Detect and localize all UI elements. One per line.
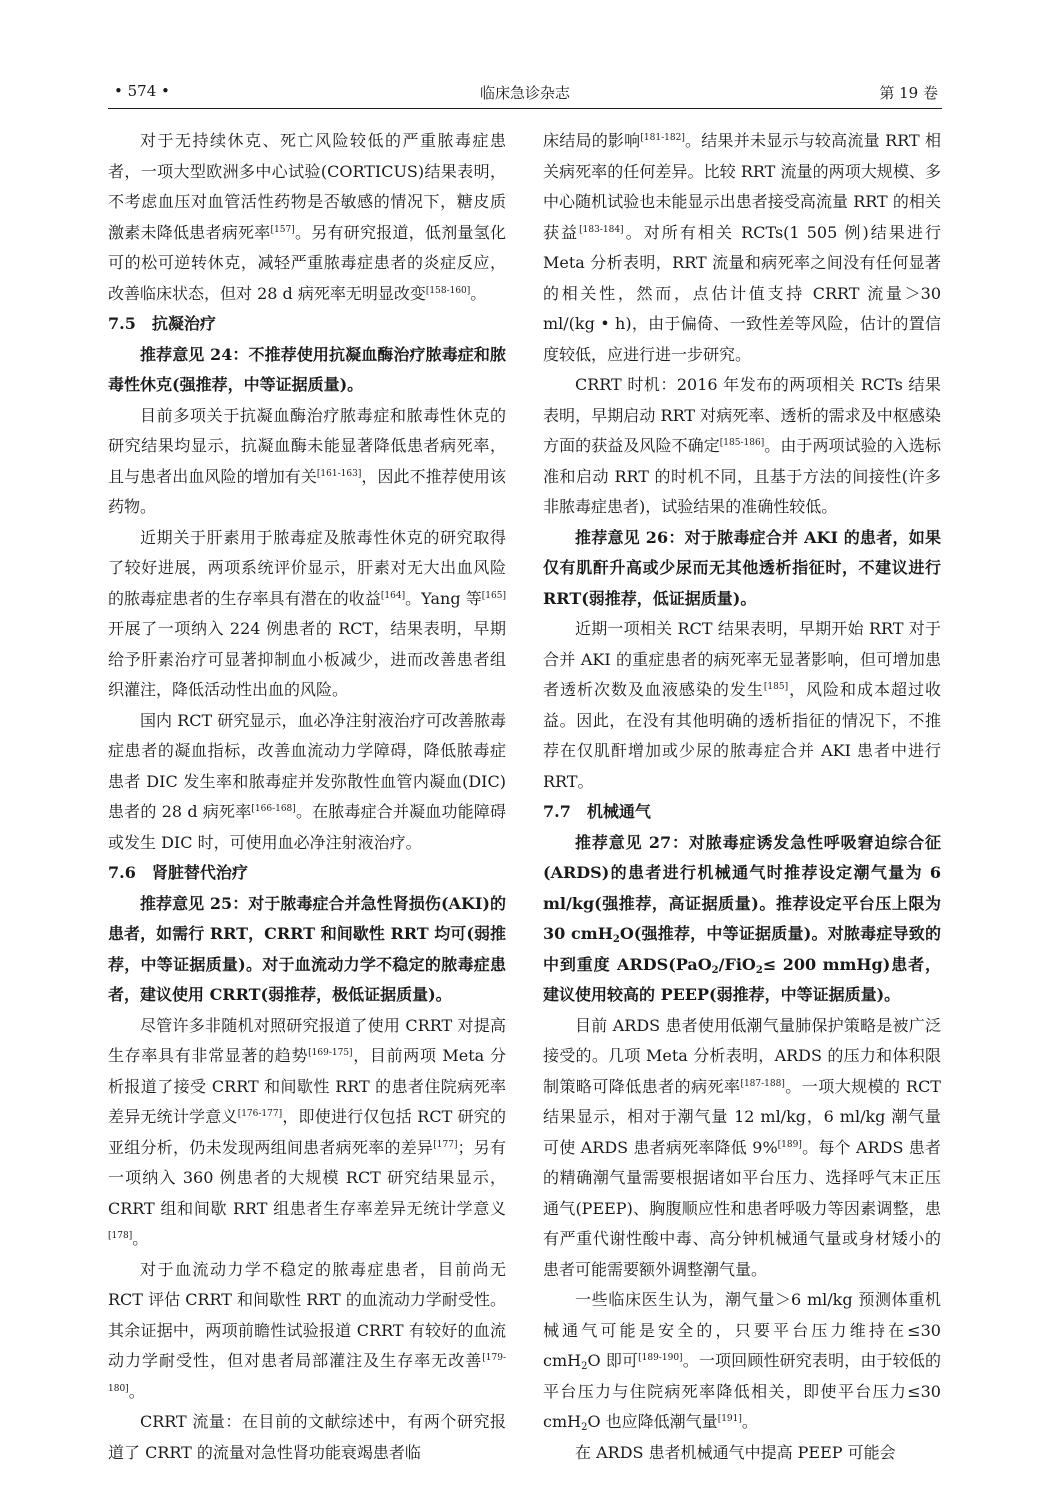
paragraph: 对于无持续休克、死亡风险较低的严重脓毒症患者，一项大型欧洲多中心试验(CORTICUS)结果表明，不考虑血压对血管活性药物是否敏感的情况下，糖皮质激素未降低患者病死率[157]。另有研究报道，低剂量氢化可的松可逆转休克，减轻严重脓毒症患者的炎症反应，改善临床状态，但对 28 d 病死率无明显改变[158-160]。 xyxy=(108,131,506,303)
paragraph: 目前多项关于抗凝血酶治疗脓毒症和脓毒性休克的研究结果均显示，抗凝血酶未能显著降低患者病死率，且与患者出血风险的增加有关[161-163]，因此不推荐使用该药物。 xyxy=(108,405,506,516)
right-column xyxy=(543,126,941,1468)
paragraph: 近期关于肝素用于脓毒症及脓毒性休克的研究取得了较好进展，两项系统评价显示，肝素对无大出血风险的脓毒症患者的生存率具有潜在的收益[164]。Yang 等[165]开展了一项纳入 224 例患者的 RCT，结果表明，早期给予肝素治疗可显著抑制血小板减少，进而改善患者组织灌注，降低活动性出血的风险。 xyxy=(108,527,506,699)
citation: [169-175] xyxy=(308,1048,353,1058)
paragraph: 目前 ARDS 患者使用低潮气量肺保护策略是被广泛接受的。几项 Meta 分析表明，ARDS 的压力和体积限制策略可降低患者的病死率[187-188]。一项大规模的 RCT 结果显示，相对于潮气量 12 ml/kg，6 ml/kg 潮气量可使 ARDS 患者病死率降低 9%[189]。每个 ARDS 患者的精确潮气量需要根据诸如平台压力、选择呼气末正压通气(PEEP)、胸腹顺应性和患者呼吸力等因素调整，患有严重代谢性酸中毒、高分钟机械通气量或身材矮小的患者可能需要额外调整潮气量。 xyxy=(543,1015,941,1279)
citation: [185-186] xyxy=(719,438,765,448)
recommendation-25: 推荐意见 25：对于脓毒症合并急性肾损伤(AKI)的患者，如需行 RRT，CRRT 和间歇性 RRT 均可(弱推荐，中等证据质量)。对于血流动力学不稳定的脓毒症患者，建议使用 CRRT(弱推荐，极低证据质量)。 xyxy=(108,893,506,1004)
citation: [177] xyxy=(433,1139,458,1150)
paragraph: 近期一项相关 RCT 结果表明，早期开始 RRT 对于合并 AKI 的重症患者的病死率无显著影响，但可增加患者透析次数及血液感染的发生[185]，风险和成本超过收益。因此，在没有其他明确的透析指征的情况下，不推荐在仅肌酐增加或少尿的脓毒症合并 AKI 患者中进行 RRT。 xyxy=(543,619,941,791)
paragraph: 尽管许多非随机对照研究报道了使用 CRRT 对提高生存率具有非常显著的趋势[169-175]，目前两项 Meta 分析报道了接受 CRRT 和间歇性 RRT 的患者住院病死率差异无统计学意义[176-177]，即使进行仅包括 RCT 研究的亚组分析，仍未发现两组间患者病死率的差异[177]；另有一项纳入 360 例患者的大规模 RCT 研究结果显示，CRRT 组和间歇 RRT 组患者生存率差异无统计学意义[178]。 xyxy=(108,1015,506,1248)
citation: [179-180] xyxy=(108,1353,506,1394)
citation: [191] xyxy=(717,1414,742,1424)
citation: [161-163] xyxy=(316,468,362,479)
citation: [158-160] xyxy=(425,285,471,296)
section-heading-7-6: 7.6 肾脏替代治疗 xyxy=(108,863,248,882)
recommendation-26: 推荐意见 26：对于脓毒症合并 AKI 的患者，如果仅有肌酐升高或少尿而无其他透析指征时，不建议进行 RRT(弱推荐，低证据质量)。 xyxy=(543,527,941,608)
paragraph: 国内 RCT 研究显示，血必净注射液治疗可改善脓毒症患者的凝血指标，改善血流动力学障碍，降低脓毒症患者 DIC 发生率和脓毒症并发弥散性血管内凝血(DIC)患者的 28 d 病死率[166-168]。在脓毒症合并凝血功能障碍或发生 DIC 时，可使用血必净注射液治疗。 xyxy=(108,710,506,852)
citation: [166-168] xyxy=(251,804,296,814)
citation: [165] xyxy=(481,590,506,601)
volume-label: 第 19 卷 xyxy=(879,84,938,102)
paragraph: CRRT 流量：在目前的文献综述中，有两个研究报道了 CRRT 的流量对急性肾功能衰竭患者临 xyxy=(108,1412,506,1462)
citation: [189-190] xyxy=(638,1353,683,1363)
left-column xyxy=(108,126,506,1468)
paragraph: 对于血流动力学不稳定的脓毒症患者，目前尚无 RCT 评估 CRRT 和间歇性 RRT 的血流动力学耐受性。其余证据中，两项前瞻性试验报道 CRRT 有较好的血流动力学耐受性，但对患者局部灌注及生存率无改善[179-180]。 xyxy=(108,1259,506,1401)
paragraph: CRRT 时机：2016 年发布的两项相关 RCTs 结果表明，早期启动 RRT 对病死率、透析的需求及中枢感染方面的获益及风险不确定[185-186]。由于两项试验的入选标准和启动 RRT 的时机不同，且基于方法的间接性(许多非脓毒症患者)，试验结果的准确性较低。 xyxy=(543,375,941,516)
paragraph: 一些临床医生认为，潮气量＞6 ml/kg 预测体重机械通气可能是安全的，只要平台压力维持在≤30 cmH$_2$O 即可[189-190]。一项回顾性研究表明，由于较低的平台压力与住院病死率降低相关，即使平台压力≤30 cmH$_2$O 也应降低潮气量[191]。 xyxy=(543,1290,941,1433)
recommendation-24: 推荐意见 24：不推荐使用抗凝血酶治疗脓毒症和脓毒性休克(强推荐，中等证据质量)。 xyxy=(108,344,506,394)
running-header xyxy=(108,78,942,109)
recommendation-27: 推荐意见 27：对脓毒症诱发急性呼吸窘迫综合征(ARDS)的患者进行机械通气时推荐设定潮气量为 6 ml/kg(强推荐，高证据质量)。推荐设定平台压上限为 30 cmH$_2$O(强推荐，中等证据质量)。对脓毒症导致的中到重度 ARDS(PaO$_2$/FiO$_2$≤ 200 mmHg)患者，建议使用较高的 PEEP(弱推荐，中等证据质量)。 xyxy=(543,832,941,1004)
citation: [176-177] xyxy=(237,1109,283,1119)
citation: [189] xyxy=(777,1139,802,1150)
citation: [157] xyxy=(270,224,295,235)
page-number: • 574 • xyxy=(114,82,170,100)
section-heading-7-7: 7.7 机械通气 xyxy=(543,802,651,821)
citation: [187-188] xyxy=(740,1078,785,1089)
citation: [185] xyxy=(763,682,789,692)
citation: [178] xyxy=(108,1231,133,1241)
paragraph: 在 ARDS 患者机械通气中提高 PEEP 可能会 xyxy=(575,1442,896,1462)
paragraph: 床结局的影响[181-182]。结果并未显示与较高流量 RRT 相关病死率的任何差异。比较 RRT 流量的两项大规模、多中心随机试验也未能显示出患者接受高流量 RRT 的相关获益[183-184]。对所有相关 RCTs(1 505 例)结果进行 Meta 分析表明，RRT 流量和病死率之间没有任何显著的相关性，然而，点估计值支持 CRRT 流量＞30 ml/(kg • h)，由于偏倚、一致性差等风险，估计的置信度较低，应进行进一步研究。 xyxy=(543,131,941,364)
citation: [183-184] xyxy=(579,224,624,235)
journal-title: 临床急诊杂志 xyxy=(479,84,570,102)
citation: [164] xyxy=(380,590,406,601)
citation: [181-182] xyxy=(640,133,685,143)
section-heading-7-5: 7.5 抗凝治疗 xyxy=(108,314,216,333)
